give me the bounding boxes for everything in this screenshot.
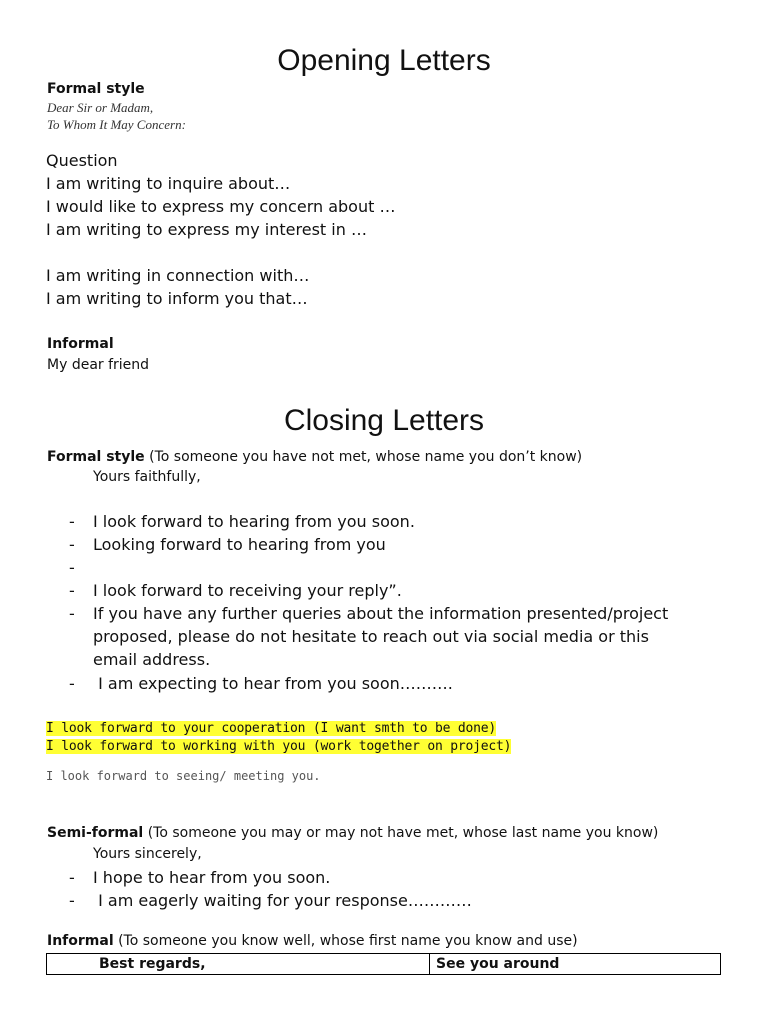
list-item-continuation: proposed, please do not hesitate to reach out via social media or this [93,627,649,646]
highlighted-text: I look forward to working with you (work together on project) [46,739,512,754]
list-item: I hope to hear from you soon. [93,868,331,887]
opening-phrase-3: I am writing to express my interest in … [46,220,367,239]
opening-informal-heading: Informal [47,336,114,352]
table-cell: Best regards, [47,954,430,975]
opening-phrase-2: I would like to express my concern about … [46,197,396,216]
list-item: I look forward to receiving your reply”. [93,581,402,600]
list-bullet: - [69,604,75,623]
question-label: Question [46,151,118,170]
closing-title: Closing Letters [283,404,485,437]
list-bullet: - [69,868,75,887]
closing-informal-note: (To someone you know well, whose first name you know and use) [118,933,578,949]
formal-signoff: Yours faithfully, [93,469,201,485]
table-cell: See you around [430,954,721,975]
salutation-1: Dear Sir or Madam, [47,100,154,115]
gray-line: I look forward to seeing/ meeting you. [46,769,321,783]
closing-formal-note: (To someone you have not met, whose name you don’t know) [149,449,583,465]
list-item-continuation: email address. [93,650,211,669]
list-item: I am expecting to hear from you soon………. [93,674,453,693]
semi-formal-note: (To someone you may or may not have met, whose last name you know) [147,825,659,841]
opening-phrase-1: I am writing to inquire about… [46,174,291,193]
opening-informal-line: My dear friend [47,357,150,373]
semi-formal-heading: Semi-formal [47,825,144,841]
list-item: Looking forward to hearing from you [93,535,386,554]
list-item: If you have any further queries about the information presented/project [93,604,669,623]
informal-signoff-table [46,953,721,975]
salutation-2: To Whom It May Concern: [47,117,186,132]
list-bullet: - [69,891,75,910]
list-bullet: - [69,558,75,577]
list-bullet: - [69,535,75,554]
list-bullet: - [69,581,75,600]
highlight-line-1 [46,717,496,736]
opening-title: Opening Letters [277,44,491,77]
closing-informal-row [47,933,578,949]
opening-phrase-4: I am writing in connection with… [46,266,310,285]
list-bullet: - [69,674,75,693]
table-row [47,954,721,975]
closing-informal-heading: Informal [47,933,114,949]
semi-formal-row [47,825,658,841]
list-item: I look forward to hearing from you soon. [93,512,415,531]
opening-formal-heading: Formal style [47,81,145,97]
list-item: I am eagerly waiting for your response………… [93,891,472,910]
semi-signoff: Yours sincerely, [93,846,202,862]
list-bullet: - [69,512,75,531]
highlight-line-2 [46,735,511,754]
highlighted-text: I look forward to your cooperation (I want smth to be done) [46,721,496,736]
closing-formal-row [47,449,582,465]
opening-phrase-5: I am writing to inform you that… [46,289,308,308]
closing-formal-heading: Formal style [47,449,145,465]
